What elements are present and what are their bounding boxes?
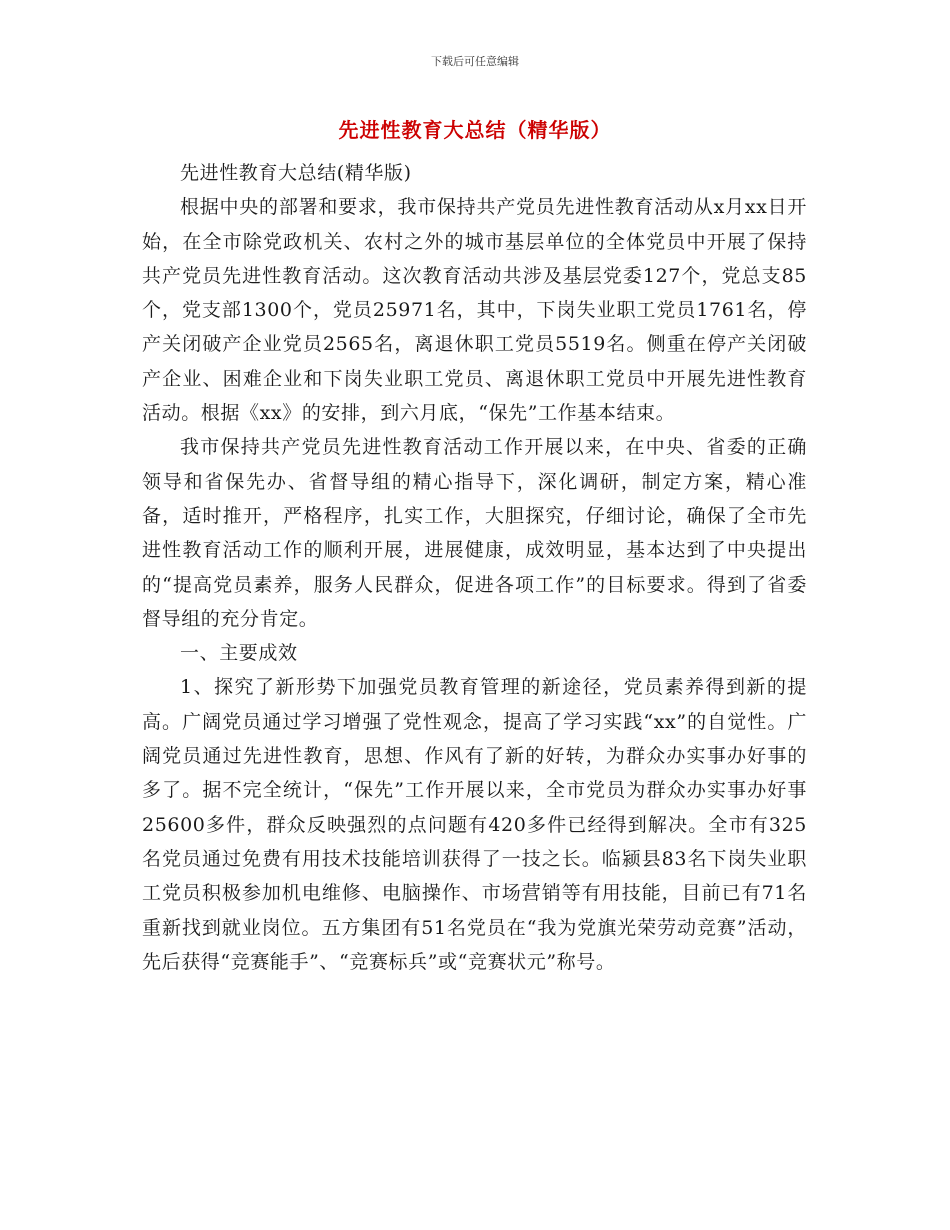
subtitle-paragraph: 先进性教育大总结(精华版) [180,162,412,184]
body-paragraph: 我市保持共产党员先进性教育活动工作开展以来，在中央、省委的正确领导和省保先办、省督导组的精心指导下，深化调研，制定方案，精心准备，适时推开，严格程序，扎实工作，大胆探究，仔细讨论，确保了全市先进性教育活动工作的顺利开展，进展健康，成效明显，基本达到了中央提出的“提高党员素养，服务人民群众，促进各项工作”的目标要求。得到了省委督导组的充分肯定。 [142,436,807,630]
header-note: 下载后可任意编辑 [431,55,519,68]
body-paragraph: 1、探究了新形势下加强党员教育管理的新途径，党员素养得到新的提高。广阔党员通过学习增强了党性观念，提高了学习实践“xx”的自觉性。广阔党员通过先进性教育，思想、作风有了新的好转，为群众办实事办好事的多了。据不完全统计，“保先”工作开展以来，全市党员为群众办实事办好事25600多件，群众反映强烈的点问题有420多件已经得到解决。全市有325名党员通过免费有用技术技能培训获得了一技之长。临颍县83名下岗失业职工党员积极参加机电维修、电脑操作、市场营销等有用技能，目前已有71名重新找到就业岗位。五方集团有51名党员在“我为党旗光荣劳动竞赛”活动，先后获得“竞赛能手”、“竞赛标兵”或“竞赛状元”称号。 [142,676,807,973]
section-heading: 一、主要成效 [180,642,298,665]
document-body [142,156,807,979]
document-title: 先进性教育大总结（精华版） [338,118,612,142]
body-paragraph: 根据中央的部署和要求，我市保持共产党员先进性教育活动从x月xx日开始，在全市除党政机关、农村之外的城市基层单位的全体党员中开展了保持共产党员先进性教育活动。这次教育活动共涉及基层党委127个，党总支85个，党支部1300个，党员25971名，其中，下岗失业职工党员1761名，停产关闭破产企业党员2565名，离退休职工党员5519名。侧重在停产关闭破产企业、困难企业和下岗失业职工党员、离退休职工党员中开展先进性教育活动。根据《xx》的安排，到六月底，“保先”工作基本结束。 [142,196,807,425]
